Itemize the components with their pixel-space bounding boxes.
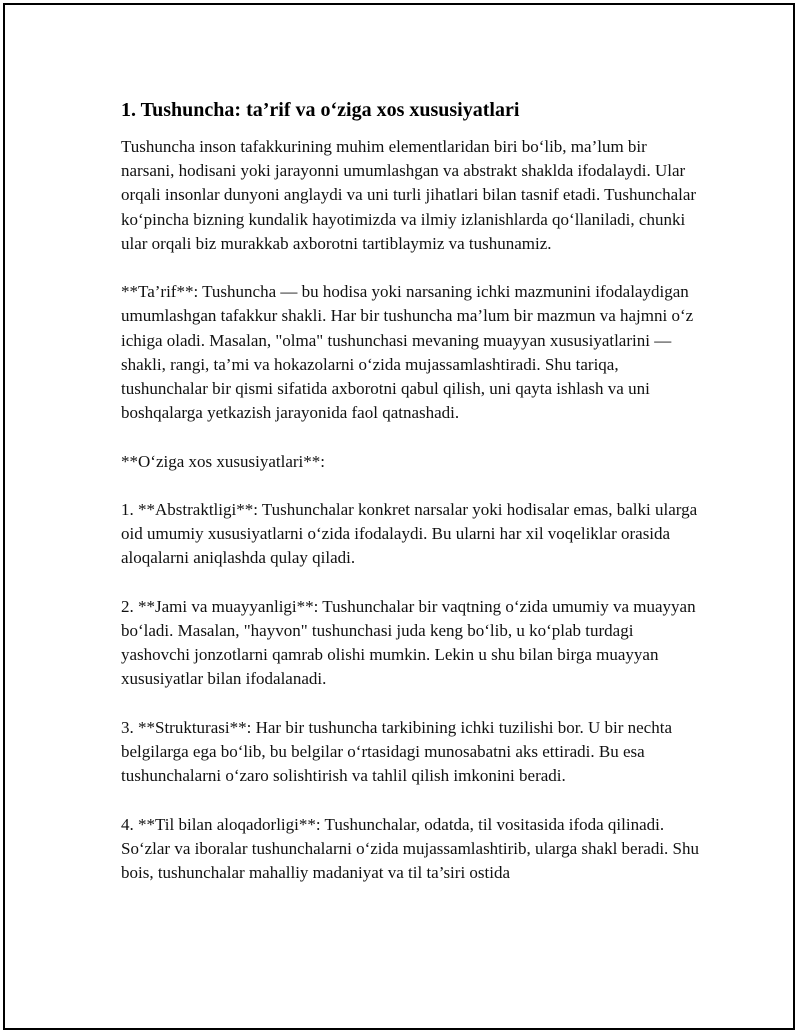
intro-paragraph: Tushuncha inson tafakkurining muhim elementlaridan biri bo‘lib, ma’lum bir narsani, hodisani yoki jarayonni umumlashgan va abstrakt shaklda ifodalaydi. Ular orqali insonlar dunyoni anglaydi va uni turli jihatlari bilan tasnif etadi. Tushunchalar ko‘pincha bizning kundalik hayotimizda va ilmiy izlanishlarda qo‘llaniladi, chunki ular orqali biz murakkab axborotni tartiblaymiz va tushunamiz.: [121, 137, 697, 253]
section-heading: 1. Tushuncha: ta’rif va o‘ziga xos xususiyatlari: [121, 99, 520, 121]
feature-item-generality: 2. **Jami va muayyanligi**: Tushunchalar bir vaqtning o‘zida umumiy va muayyan bo‘ladi. Masalan, "hayvon" tushunchasi juda keng bo‘lib, u ko‘plab turdagi yashovchi jonzotlarni qamrab olishi mumkin. Lekin u shu bilan birga muayyan xususiyatlar bilan ifodalanadi.: [121, 596, 696, 689]
feature-item-abstraction: 1. **Abstraktligi**: Tushunchalar konkret narsalar yoki hodisalar emas, balki ularga oid umumiy xususiyatlarni o‘zida ifodalaydi. Bu ularni har xil voqeliklar orasida aloqalarni aniqlashda qulay qiladi.: [121, 500, 698, 568]
feature-item-language: 4. **Til bilan aloqadorligi**: Tushunchalar, odatda, til vositasida ifoda qilinadi. So‘zlar va iboralar tushunchalarni o‘zida mujassamlashtirib, ularga shakl beradi. Shu bois, tushunchalar mahalliy madaniyat va til ta’siri ostida: [121, 814, 699, 882]
definition-paragraph: **Ta’rif**: Tushuncha — bu hodisa yoki narsaning ichki mazmunini ifodalaydigan umumlashgan tafakkur shakli. Har bir tushuncha ma’lum bir mazmun va hajmni o‘z ichiga oladi. Masalan, "olma" tushunchasi mevaning muayyan xususiyatlarini — shakli, rangi, ta’mi va hokazolarni o‘zida mujassamlashtiradi. Shu tariqa, tushunchalar bir qismi sifatida axborotni qabul qilish, uni qayta ishlash va uni boshqalarga yetkazish jarayonida faol qatnashadi.: [121, 282, 694, 423]
page-frame: [3, 3, 795, 1030]
feature-item-structure: 3. **Strukturasi**: Har bir tushuncha tarkibining ichki tuzilishi bor. U bir nechta belgilarga ega bo‘lib, bu belgilar o‘rtasidagi munosabatni aks ettiradi. Bu esa tushunchalarni o‘zaro solishtirish va tahlil qilish imkonini beradi.: [121, 717, 672, 786]
document-body: [121, 97, 701, 909]
features-subheading: **O‘ziga xos xususiyatlari**:: [121, 451, 325, 471]
